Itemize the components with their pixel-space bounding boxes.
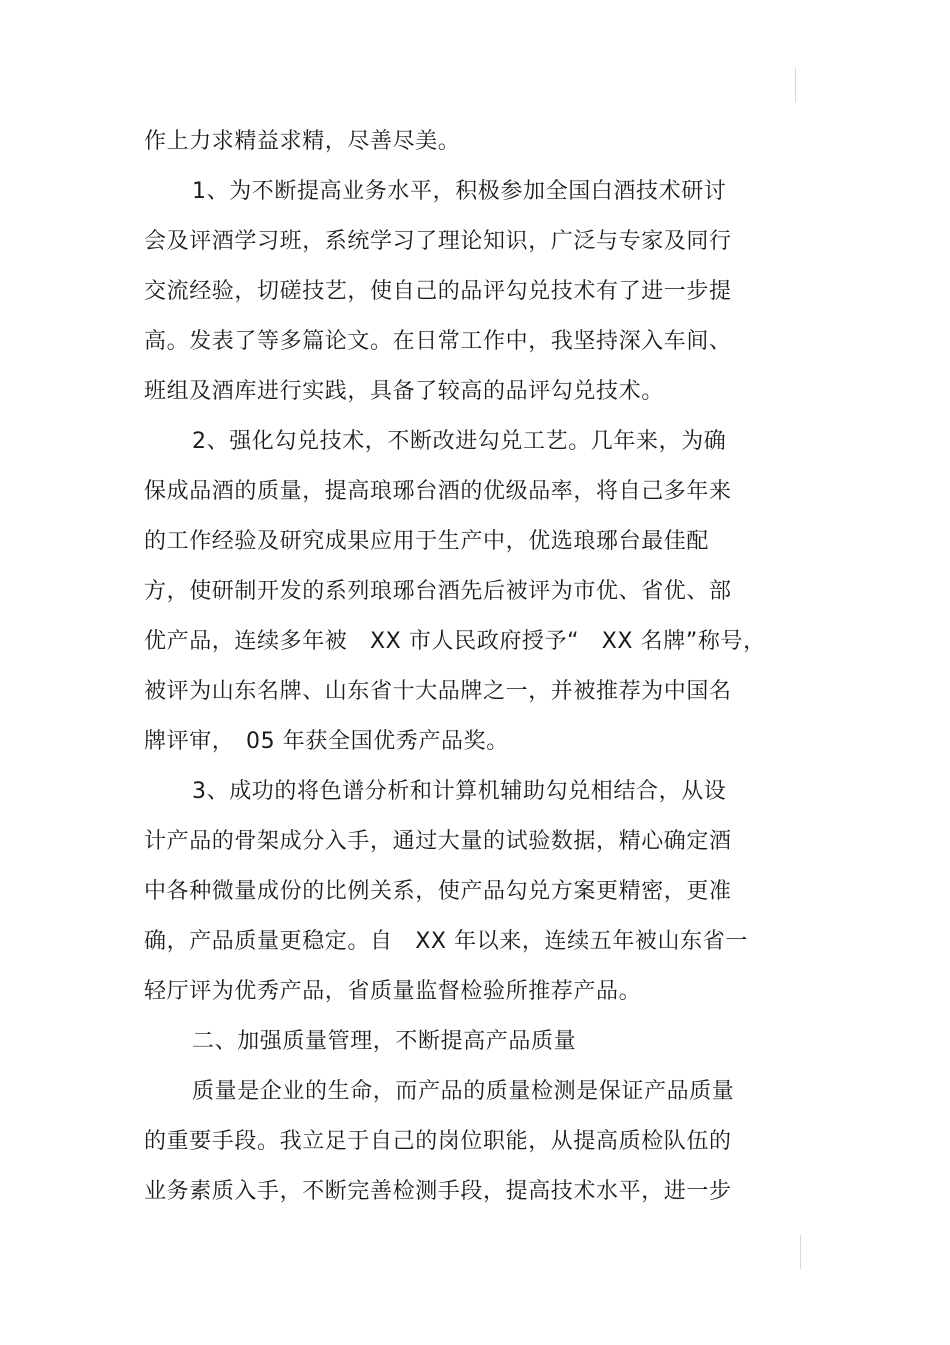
text-line-13: 牌评审， 05 年获全国优秀产品奖。	[144, 729, 509, 754]
section-heading: 二、加强质量管理，不断提高产品质量	[192, 1029, 577, 1054]
text-line-20: 质量是企业的生命，而产品的质量检测是保证产品质量	[192, 1079, 735, 1104]
text-line-16: 中各种微量成份的比例关系，使产品勾兑方案更精密，更准	[144, 879, 732, 904]
text-line-1: 作上力求精益求精，尽善尽美。	[144, 129, 461, 154]
text-line-4: 交流经验，切磋技艺，使自己的品评勾兑技术有了进一步提	[144, 279, 732, 304]
text-line-3: 会及评酒学习班，系统学习了理论知识，广泛与专家及同行	[144, 229, 732, 254]
text-line-22: 业务素质入手，不断完善检测手段，提高技术水平，进一步	[144, 1179, 732, 1204]
text-line-21: 的重要手段。我立足于自己的岗位职能，从提高质检队伍的	[144, 1129, 732, 1154]
text-line-6: 班组及酒库进行实践，具备了较高的品评勾兑技术。	[144, 379, 664, 404]
text-line-10: 方，使研制开发的系列琅琊台酒先后被评为市优、省优、部	[144, 579, 732, 604]
text-line-15: 计产品的骨架成分入手，通过大量的试验数据，精心确定酒	[144, 829, 732, 854]
text-line-5: 高。发表了等多篇论文。在日常工作中，我坚持深入车间、	[144, 329, 732, 354]
page-edge-mark-top	[795, 68, 796, 102]
text-line-17: 确，产品质量更稳定。自 XX 年以来，连续五年被山东省一	[144, 929, 748, 954]
text-line-12: 被评为山东名牌、山东省十大品牌之一，并被推荐为中国名	[144, 679, 732, 704]
text-line-18: 轻厅评为优秀产品，省质量监督检验所推荐产品。	[144, 979, 642, 1004]
text-line-7: 2、强化勾兑技术，不断改进勾兑工艺。几年来，为确	[192, 429, 727, 454]
page-edge-mark-bottom	[800, 1235, 801, 1269]
text-line-11: 优产品，连续多年被 XX 市人民政府授予“ XX 名牌”称号，	[144, 629, 766, 654]
text-line-2: 1、为不断提高业务水平，积极参加全国白酒技术研讨	[192, 179, 727, 204]
text-line-14: 3、成功的将色谱分析和计算机辅助勾兑相结合，从设	[192, 779, 727, 804]
text-line-8: 保成品酒的质量，提高琅琊台酒的优级品率，将自己多年来	[144, 479, 732, 504]
text-line-9: 的工作经验及研究成果应用于生产中，优选琅琊台最佳配	[144, 529, 710, 554]
